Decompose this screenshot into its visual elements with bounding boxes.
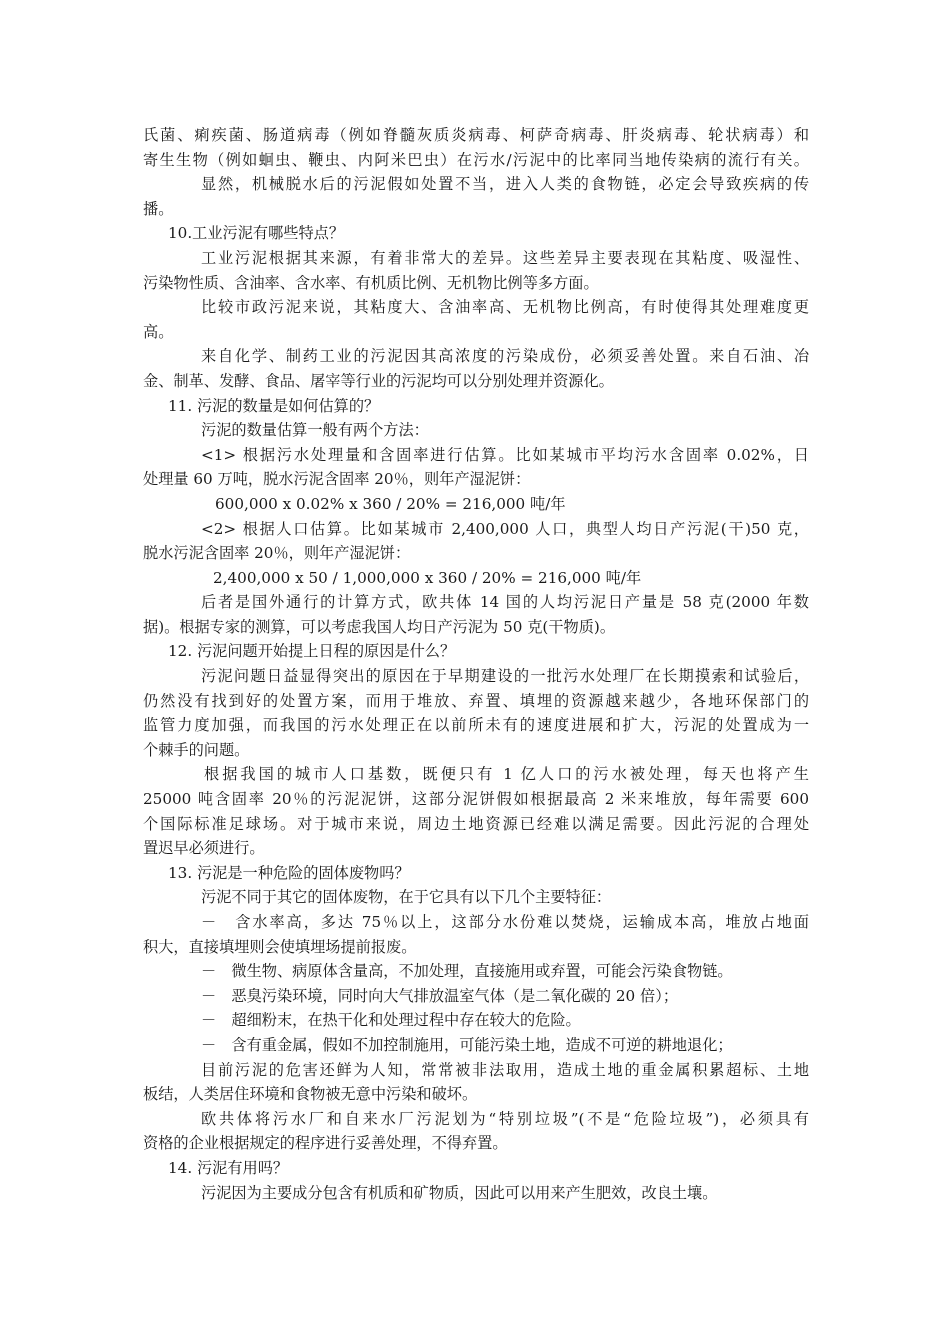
text-line: 资格的企业根据规定的程序进行妥善处理，不得弃置。 [143,1134,508,1153]
text-line: 600,000 x 0.02% x 360 / 20% = 216,000 吨/年 [215,494,566,513]
text-line: 来自化学、制药工业的污泥因其高浓度的污染成份，必须妥善处置。来自石油、冶 [201,347,809,366]
text-line: 目前污泥的危害还鲜为人知，常常被非法取用，造成土地的重金属积累超标、土地 [201,1060,809,1079]
text-line: 置迟早必须进行。 [143,839,265,858]
text-line: 2,400,000 x 50 / 1,000,000 x 360 / 20% = 216,000 吨/年 [213,568,642,587]
text-line: 高。 [143,322,174,341]
text-line: 氏菌、痢疾菌、肠道病毒（例如脊髓灰质炎病毒、柯萨奇病毒、肝炎病毒、轮状病毒）和 [143,126,809,144]
text-line: 据)。根据专家的测算，可以考虑我国人均日产污泥为 50 克(干物质)。 [143,617,616,636]
text-line: 脱水污泥含固率 20％，则年产湿泥饼： [143,544,411,563]
text-line: 污泥的数量估算一般有两个方法： [201,421,429,440]
text-line: 寄生生物（例如蛔虫、鞭虫、内阿米巴虫）在污水/污泥中的比率同当地传染病的流行有关。 [143,150,809,169]
text-line: － 含水率高，多达 75％以上，这部分水份难以焚烧，运输成本高，堆放占地面 [201,913,809,931]
text-line: 后者是国外通行的计算方式，欧共体 14 国的人均污泥日产量是 58 克(2000 年数 [201,593,809,612]
text-line: 比较市政污泥来说，其粘度大、含油率高、无机物比例高，有时使得其处理难度更 [201,298,809,317]
text-line: 12. 污泥问题开始提上日程的原因是什么？ [168,642,456,661]
text-line: 仍然没有找到好的处置方案，而用于堆放、弃置、填埋的资源越来越少，各地环保部门的 [143,691,809,710]
text-line: 个国际标准足球场。对于城市来说，周边土地资源已经难以满足需要。因此污泥的合理处 [143,814,809,833]
text-line: 11. 污泥的数量是如何估算的？ [168,396,380,415]
text-line: 工业污泥根据其来源，有着非常大的差异。这些差异主要表现在其粘度、吸湿性、 [201,248,809,267]
text-line: 14. 污泥有用吗？ [168,1158,289,1177]
text-line: 显然，机械脱水后的污泥假如处置不当，进入人类的食物链，必定会导致疾病的传 [201,175,809,194]
text-line: － 微生物、病原体含量高，不加处理，直接施用或弃置，可能会污染食物链。 [201,962,733,981]
text-line: 10.工业污泥有哪些特点？ [168,224,345,243]
text-line: 积大，直接填埋则会使填埋场提前报废。 [143,937,417,956]
text-line: － 含有重金属，假如不加控制施用，可能污染土地，造成不可逆的耕地退化； [201,1035,733,1054]
text-line: 13. 污泥是一种危险的固体废物吗？ [168,863,410,882]
text-line: 污泥问题日益显得突出的原因在于早期建设的一批污水处理厂在长期摸索和试验后， [201,667,809,686]
text-line: 金、制革、发酵、食品、屠宰等行业的污泥均可以分别处理并资源化。 [143,371,614,390]
text-line: 污泥因为主要成分包含有机质和矿物质，因此可以用来产生肥效，改良土壤。 [201,1183,718,1202]
text-line: <1> 根据污水处理量和含固率进行估算。比如某城市平均污水含固率 0.02%，日 [201,445,809,464]
text-line: 污染物性质、含油率、含水率、有机质比例、无机物比例等多方面。 [143,273,599,292]
text-line: 板结，人类居住环境和食物被无意中污染和破坏。 [143,1085,478,1104]
document-page [143,123,809,1205]
text-line: 监管力度加强，而我国的污水处理正在以前所未有的速度进展和扩大，污泥的处置成为一 [143,716,809,735]
text-line: <2> 根据人口估算。比如某城市 2,400,000 人口，典型人均日产污泥(干)50 克， [201,519,809,538]
text-line: 处理量 60 万吨，脱水污泥含固率 20％，则年产湿泥饼： [143,470,531,489]
text-line: 播。 [143,199,174,218]
text-line: 25000 吨含固率 20％的污泥泥饼，这部分泥饼假如根据最高 2 米来堆放，每年需要 600 [143,790,809,809]
text-line: 污泥不同于其它的固体废物，在于它具有以下几个主要特征： [201,888,612,907]
text-line: 个棘手的问题。 [143,740,250,759]
text-line: 欧共体将污水厂和自来水厂污泥划为“特别垃圾”(不是“危险垃圾”)，必须具有 [201,1109,809,1128]
text-line: － 超细粉末，在热干化和处理过程中存在较大的危险。 [201,1011,581,1030]
text-line: － 恶臭污染环境，同时向大气排放温室气体（是二氧化碳的 20 倍）； [201,986,679,1005]
text-line: 根据我国的城市人口基数，既便只有 1 亿人口的污水被处理，每天也将产生 [204,765,809,784]
